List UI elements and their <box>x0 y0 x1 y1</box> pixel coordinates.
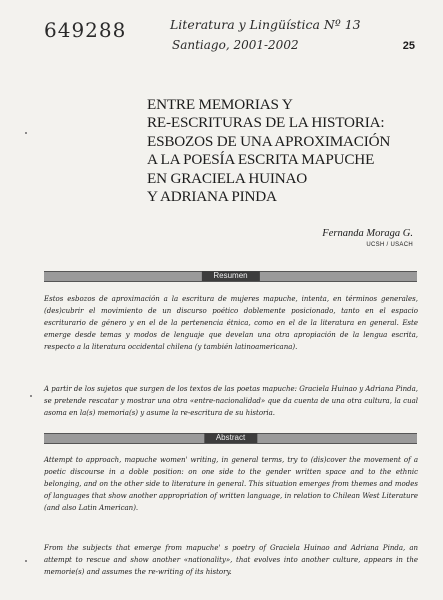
title-line: ENTRE MEMORIAS Y <box>147 96 293 113</box>
resumen-paragraph: A partir de los sujetos que surgen de los textos de las poetas mapuche: Graciela Huinao y Adriana Pinda, se pretende rescatar y mostrar una otra «entre-nacionalidad» que da cuenta de una otra cultura, la cual asoma en la(s) memoria(s) y asume la re-escritura de su historia. <box>44 385 418 417</box>
abstract-heading: Abstract <box>204 433 257 443</box>
title-line: A LA POESÍA ESCRITA MAPUCHE <box>147 151 375 169</box>
handwritten-journal-place-date: Santiago, 2001-2002 <box>172 38 299 52</box>
resumen-heading: Resumen <box>201 271 259 281</box>
title-line: ESBOZOS DE UNA APROXIMACIÓN <box>147 132 391 150</box>
abstract-paragraph: Attempt to approach, mapuche women' writing, in general terms, try to (dis)cover the movement of a poetic discourse in a doble position: on one side to the gender written space and to the ethnic belonging, and on the other side to literature in general. This situation emerges from themes and modes of languages that show another appropriation of written language, in relation to Chilean West Literature (and also Latin American). <box>44 456 418 512</box>
title-line: Y ADRIANA PINDA <box>147 188 277 206</box>
title-line: EN GRACIELA HUINAO <box>147 169 308 187</box>
abstract-paragraph: From the subjects that emerge from mapuche' s poetry of Graciela Huinao and Adriana Pinda, an attempt to rescue and show another «nationality», that evolves into another culture, appears in the memorie(s) and assumes the re-writing of its history. <box>44 544 418 576</box>
scan-speck <box>25 132 27 134</box>
handwritten-catalog-number: 649288 <box>44 18 127 42</box>
author-affiliation: UCSH / USACH <box>366 242 413 248</box>
scan-speck <box>25 560 27 562</box>
scan-speck <box>30 395 32 397</box>
article-title <box>147 96 427 206</box>
abstract-heading-bar <box>44 433 417 444</box>
author-name: Fernanda Moraga G. <box>322 228 413 239</box>
resumen-paragraph: Estos esbozos de aproximación a la escritura de mujeres mapuche, intenta, en términos generales, (des)cubrir el movimiento de un discurso poético doblemente posicionado, tanto en el espacio escriturario de género y en el de la pertenencia étnica, como en el de la literatura en general. Este emerge desde temas y modos de lenguaje que develan una otra apropiación de la lengua escrita, respecto a la literatura occidental chilena (y también latinoamericana). <box>44 295 418 351</box>
page-number: 25 <box>402 40 415 52</box>
handwritten-journal-title: Literatura y Lingüística Nº 13 <box>170 17 361 32</box>
title-line: RE-ESCRITURAS DE LA HISTORIA: <box>147 114 385 132</box>
resumen-heading-bar <box>44 271 417 282</box>
